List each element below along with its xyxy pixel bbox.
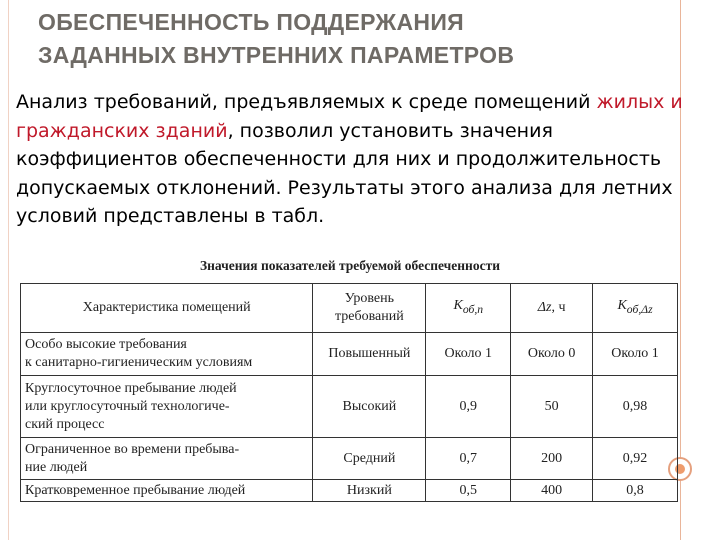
- header-kdz-subscript: об,Δz: [626, 302, 653, 316]
- header-dz-symbol: Δz: [537, 300, 552, 315]
- table-header-row: [21, 284, 678, 333]
- row-1-k: Около 1: [426, 333, 511, 376]
- body-text-part-2: , позволил установить значения коэффициентов обеспеченности для них и продолжительность допускаемых отклонений. Результаты этого анализа для летних условий представлены в табл.: [16, 119, 673, 228]
- row-3-kdz: 0,92: [593, 438, 678, 480]
- header-k-subscript: об,п: [462, 302, 484, 316]
- header-level: [313, 284, 426, 333]
- row-2-dz: 50: [511, 376, 593, 438]
- row-1-characteristic: [21, 333, 313, 376]
- row-3-level: Средний: [313, 438, 426, 480]
- row-4-dz: 400: [511, 480, 593, 502]
- row-3-dz: 200: [511, 438, 593, 480]
- row-3-k: 0,7: [426, 438, 511, 480]
- body-text-part-1: Анализ требований, предъявляемых к среде помещений: [16, 91, 597, 113]
- table-row: [21, 480, 678, 502]
- header-kdz-symbol: K: [617, 298, 627, 314]
- header-level-line-2: требований: [335, 309, 404, 324]
- slide-title-line-1: ОБЕСПЕЧЕННОСТЬ ПОДДЕРЖАНИЯ: [38, 9, 464, 35]
- row-2-characteristic: [21, 376, 313, 438]
- table-caption: Значения показателей требуемой обеспеченности: [200, 258, 500, 273]
- row-4-k: 0,5: [426, 480, 511, 502]
- requirements-table: [20, 283, 678, 502]
- row-3-line-2: ние людей: [25, 459, 88, 475]
- row-3-line-1: Ограниченное во времени пребыва-: [25, 441, 240, 457]
- body-paragraph: [16, 88, 716, 231]
- row-1-dz: Около 0: [511, 333, 593, 376]
- header-k-coefficient: [426, 284, 511, 333]
- row-2-level: Высокий: [313, 376, 426, 438]
- header-level-line-1: Уровень: [344, 291, 395, 306]
- header-k-symbol: K: [453, 298, 463, 314]
- table-row: [21, 438, 678, 480]
- row-2-line-3: ский процесс: [25, 416, 105, 432]
- header-delta-z: [511, 284, 593, 333]
- frame-top-line: [680, 0, 681, 14]
- row-1-level: Повышенный: [313, 333, 426, 376]
- header-dz-unit: , ч: [551, 300, 566, 315]
- header-k-delta-z: [593, 284, 678, 333]
- slide-title-line-2: ЗАДАННЫХ ВНУТРЕННИХ ПАРАМЕТРОВ: [38, 42, 515, 68]
- row-2-line-1: Круглосуточное пребывание людей: [25, 380, 237, 396]
- row-4-characteristic: Кратковременное пребывание людей: [21, 480, 313, 502]
- row-2-kdz: 0,98: [593, 376, 678, 438]
- row-2-line-2: или круглосуточный технологиче-: [25, 398, 230, 414]
- frame-left-line: [8, 0, 9, 540]
- row-1-line-1: Особо высокие требования: [25, 337, 187, 352]
- row-3-characteristic: [21, 438, 313, 480]
- row-2-k: 0,9: [426, 376, 511, 438]
- row-4-level: Низкий: [313, 480, 426, 502]
- table-row: [21, 376, 678, 438]
- header-characteristic: Характеристика помещений: [21, 284, 313, 333]
- table-row: [21, 333, 678, 376]
- slide-title: [38, 6, 514, 72]
- row-1-line-2: к санитарно-гигиеническим условиям: [25, 355, 253, 370]
- body-highlight: жилых и гражданских зданий: [16, 91, 683, 142]
- row-1-kdz: Около 1: [593, 333, 678, 376]
- row-4-kdz: 0,8: [593, 480, 678, 502]
